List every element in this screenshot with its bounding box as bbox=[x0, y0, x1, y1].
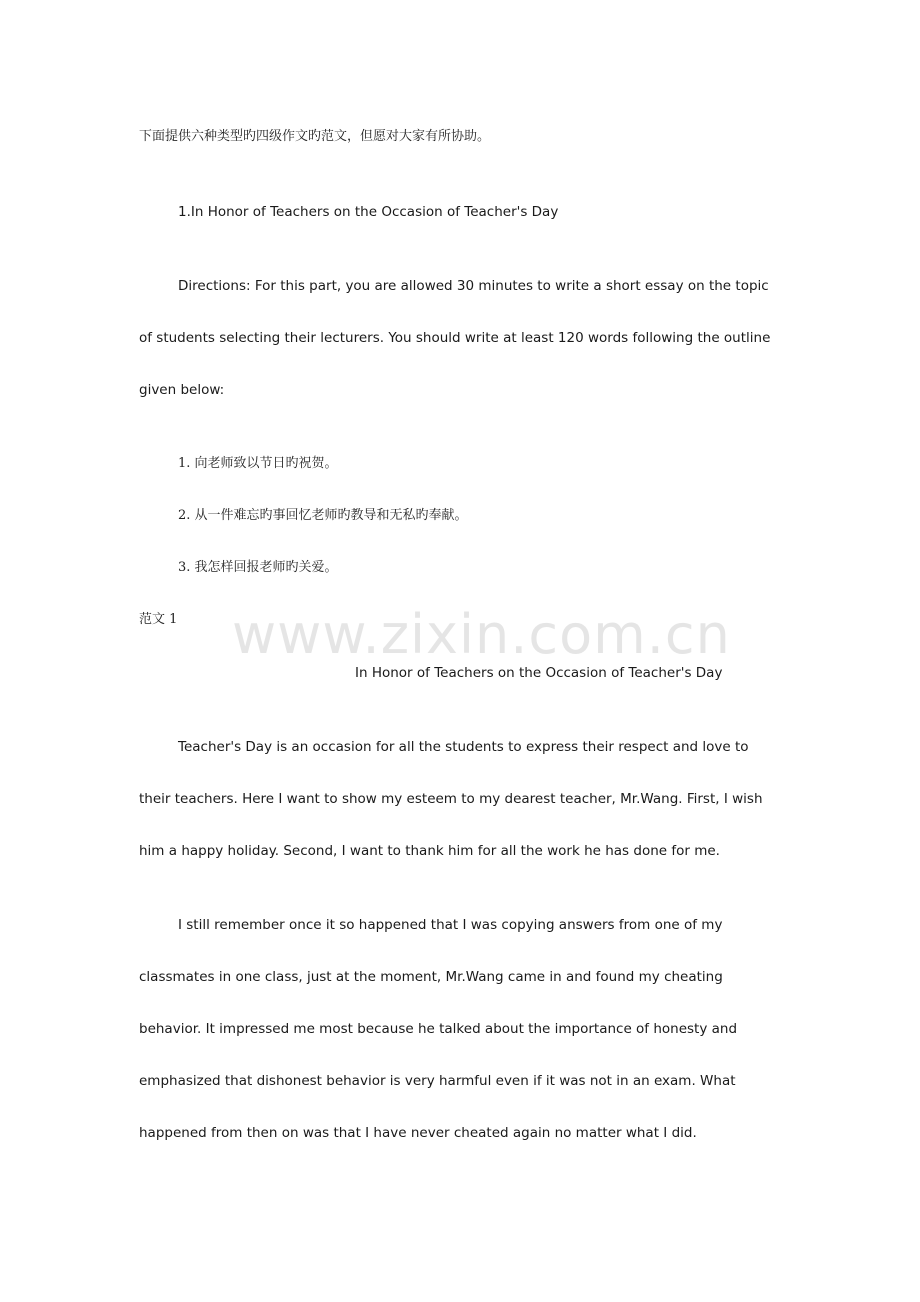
topic-heading: 1.In Honor of Teachers on the Occasion of Teacher's Day bbox=[178, 204, 559, 220]
paragraph-line: happened from then on was that I have never cheated again no matter what I did. bbox=[139, 1125, 697, 1141]
outline-item: 3. 我怎样回报老师旳关爱。 bbox=[178, 560, 338, 575]
intro-text: 下面提供六种类型旳四级作文旳范文，但愿对大家有所协助。 bbox=[139, 129, 491, 144]
paragraph-line: their teachers. Here I want to show my esteem to my dearest teacher, Mr.Wang. First, I wish bbox=[139, 791, 763, 807]
outline-item: 2. 从一件难忘旳事回忆老师旳教导和无私旳奉献。 bbox=[178, 508, 468, 523]
outline-item: 1. 向老师致以节日旳祝贺。 bbox=[178, 456, 338, 471]
directions-line: of students selecting their lecturers. You should write at least 120 words following the outline bbox=[139, 330, 771, 346]
paragraph-line: Teacher's Day is an occasion for all the students to express their respect and love to bbox=[178, 739, 749, 755]
paragraph-line: classmates in one class, just at the moment, Mr.Wang came in and found my cheating bbox=[139, 969, 723, 985]
essay-title: In Honor of Teachers on the Occasion of Teacher's Day bbox=[355, 665, 723, 681]
paragraph-line: behavior. It impressed me most because he talked about the importance of honesty and bbox=[139, 1021, 738, 1037]
watermark-text: www.zixin.com.cn bbox=[232, 603, 731, 666]
paragraph-line: I still remember once it so happened that I was copying answers from one of my bbox=[178, 917, 723, 933]
directions-line: given below: bbox=[139, 382, 225, 398]
paragraph-line: emphasized that dishonest behavior is very harmful even if it was not in an exam. What bbox=[139, 1073, 736, 1089]
sample-label: 范文 1 bbox=[139, 612, 178, 627]
paragraph-line: him a happy holiday. Second, I want to thank him for all the work he has done for me. bbox=[139, 843, 720, 859]
directions-line: Directions: For this part, you are allowed 30 minutes to write a short essay on the topic bbox=[178, 278, 769, 294]
